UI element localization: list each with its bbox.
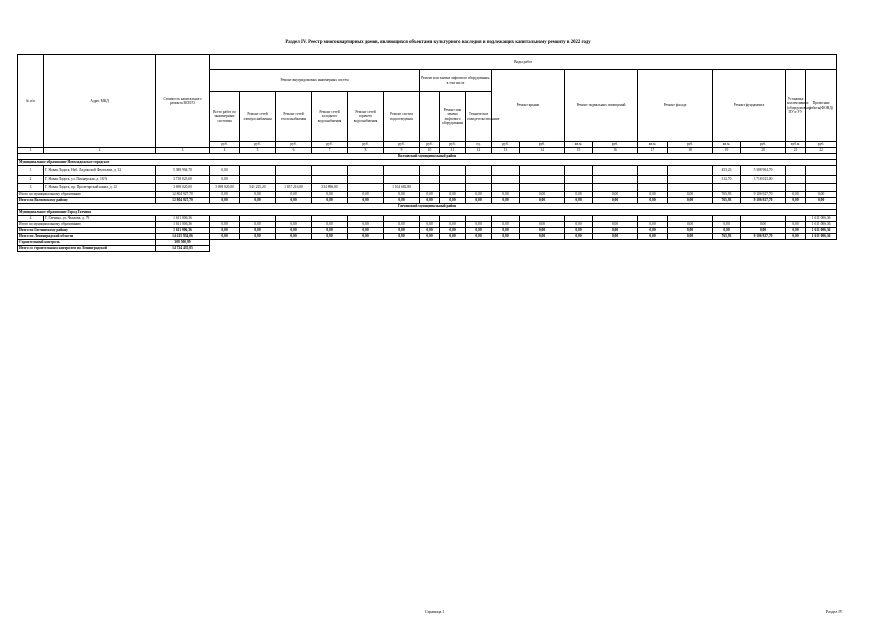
zero-cell: 0,00 (384, 198, 420, 204)
cell (466, 176, 492, 184)
cell (806, 176, 837, 184)
zero-cell: 0,00 (786, 192, 806, 198)
unit-cell: куб.м. (786, 142, 806, 148)
zero-cell: 0,00 (492, 234, 520, 240)
zero-cell: 0,00 (638, 222, 668, 228)
header-basement: Ремонт подвальных помещений (565, 70, 638, 142)
total-label: Итого по муниципальному образованию (18, 222, 156, 228)
header-hot: Ремонт сетей горячего водоснабжения (348, 92, 384, 142)
col-num: 21 (786, 148, 806, 154)
col-num: 13 (492, 148, 520, 154)
header-address: Адрес МКД (44, 55, 156, 148)
zero-cell: 0,00 (713, 228, 741, 234)
cell (806, 184, 837, 192)
cell-num: 3 (18, 184, 44, 192)
cell (741, 184, 786, 192)
cell (492, 184, 520, 192)
zero-cell: 0,00 (565, 222, 593, 228)
col-num: 6 (276, 148, 312, 154)
zero-cell: 0,00 (668, 222, 713, 228)
zero-cell: 0,00 (492, 192, 520, 198)
zero-cell: 0,00 (276, 198, 312, 204)
cell-cost: 3 698 020,00 (156, 184, 210, 192)
col-num: 18 (668, 148, 713, 154)
total-label: Итого по Ленинградской области (18, 234, 156, 240)
zero-cell: 0,00 (638, 228, 668, 234)
cell (593, 166, 638, 176)
zero-cell: 0,00 (348, 234, 384, 240)
municipality-name: Муниципальное образование Новоладожское городское (18, 160, 837, 166)
unit-cell: руб. (440, 142, 466, 148)
col-num: 2 (44, 148, 156, 154)
cell-address: Г. Новая Ладога, пр. Пролетарский канал, д. 12 (44, 184, 156, 192)
cell (638, 184, 668, 192)
total-label: Строительный контроль (18, 240, 156, 246)
cell-eng-total: 3 698 020,00 (210, 184, 240, 192)
unit-cell: руб. (312, 142, 348, 148)
cell-design: 1 611 006,36 (806, 216, 837, 222)
zero-cell: 0,00 (210, 234, 240, 240)
header-facade: Ремонт фасада (638, 70, 713, 142)
header-cold: Ремонт сетей холодного водоснабжения (312, 92, 348, 142)
cell (668, 166, 713, 176)
zero-cell: 0,00 (638, 234, 668, 240)
zero-cell: 0,00 (565, 192, 593, 198)
unit-cell: руб. (492, 142, 520, 148)
header-elevator: Ремонт или замена лифтового оборудования, в том числе (420, 70, 492, 92)
district-name: Гатчинский муниципальный район (18, 204, 837, 210)
zero-cell: 0,00 (276, 222, 312, 228)
zero-cell: 0,00 (668, 228, 713, 234)
cell-cold: 334 896,00 (312, 184, 348, 192)
municipality-name: Муниципальное образование Город Гатчина (18, 210, 837, 216)
zero-cell: 0,00 (312, 222, 348, 228)
cell-eng-total: 0,00 (210, 166, 240, 176)
zero-cell: 0,00 (312, 234, 348, 240)
header-foundation: Ремонт фундамента (713, 70, 786, 142)
col-num: 1 (18, 148, 44, 154)
zero-cell: 0,00 (466, 192, 492, 198)
col-num: 16 (593, 148, 638, 154)
zero-cell: 0,00 (593, 222, 638, 228)
zero-cell: 0,00 (440, 192, 466, 198)
zero-cell: 0,00 (240, 222, 276, 228)
col-num: 4 (210, 148, 240, 154)
cell (276, 166, 312, 176)
cell (806, 166, 837, 176)
zero-cell: 0,00 (276, 228, 312, 234)
cell (420, 184, 440, 192)
total-foundation-volume: 765,93 (713, 198, 741, 204)
zero-cell: 0,00 (786, 222, 806, 228)
cell (420, 176, 440, 184)
total-foundation-volume: 765,93 (713, 192, 741, 198)
table-row (18, 166, 837, 176)
cell (520, 176, 565, 184)
unit-cell: кв.м. (565, 142, 593, 148)
zero-cell: 0,00 (440, 222, 466, 228)
cell-address: Г. Новая Ладога, ул. Пионерская, д. 18/А (44, 176, 156, 184)
zero-cell: 0,00 (312, 192, 348, 198)
zero-cell: 0,00 (420, 228, 440, 234)
zero-cell: 0,00 (638, 198, 668, 204)
col-num: 8 (348, 148, 384, 154)
register-table (17, 54, 837, 252)
zero-cell: 0,00 (240, 198, 276, 204)
total-foundation-sum: 9 106 927,70 (741, 198, 786, 204)
cell (786, 166, 806, 176)
cell (668, 184, 713, 192)
zero-cell: 0,00 (420, 222, 440, 228)
cell-num: 4 (18, 216, 44, 222)
zero-cell: 0,00 (420, 192, 440, 198)
cell-address: Г. Новая Ладога, Наб. Ладожской Флотилии, д. 32 (44, 166, 156, 176)
zero-cell: 0,00 (492, 198, 520, 204)
zero-cell: 0,00 (348, 198, 384, 204)
district-name: Волховский муниципальный район (18, 154, 837, 160)
col-num: 11 (440, 148, 466, 154)
zero-cell: 0,00 (741, 228, 786, 234)
cell (593, 176, 638, 184)
zero-cell: 0,00 (348, 222, 384, 228)
cell (440, 166, 466, 176)
header-engineering: Ремонт внутридомовых инженерных систем (210, 70, 420, 92)
col-num: 9 (384, 148, 420, 154)
total-label: Итого по Волховскому району (18, 198, 156, 204)
cell-drain: 1 164 682,80 (384, 184, 420, 192)
zero-cell: 0,00 (384, 228, 420, 234)
total-cost: 14 415 934,06 (156, 234, 210, 240)
zero-cell: 0,00 (520, 234, 565, 240)
cell (565, 184, 593, 192)
cell (466, 184, 492, 192)
zero-cell: 0,00 (210, 198, 240, 204)
zero-cell: 0,00 (466, 198, 492, 204)
total-foundation-volume: 765,93 (713, 234, 741, 240)
zero-cell: 0,00 (420, 198, 440, 204)
total-foundation-sum: 9 106 927,70 (741, 192, 786, 198)
zero-cell: 0,00 (210, 228, 240, 234)
unit-cell: руб. (240, 142, 276, 148)
col-num: 10 (420, 148, 440, 154)
cell (638, 166, 668, 176)
zero-cell: 0,00 (440, 228, 466, 234)
zero-cell: 0,00 (668, 192, 713, 198)
zero-cell: 0,00 (276, 234, 312, 240)
zero-cell: 0,00 (492, 222, 520, 228)
header-design: Проектные работы(ФОНД) (806, 70, 837, 142)
unit-cell: руб. (520, 142, 565, 148)
zero-cell: 0,00 (384, 192, 420, 198)
zero-cell: 0,00 (520, 192, 565, 198)
cell (348, 166, 384, 176)
cell (492, 176, 520, 184)
total-label: Итого со строительным контролем по Ленинградской (18, 246, 156, 252)
cell (492, 166, 520, 176)
zero-cell: 0,00 (240, 228, 276, 234)
unit-cell: руб. (741, 142, 786, 148)
header-elev-blank (420, 92, 440, 142)
zero-cell: 0,00 (466, 222, 492, 228)
zero-cell: 0,00 (420, 234, 440, 240)
document-title: Раздел IV. Реестр многоквартирных домов, являющихся объектами культурного наследия и подлежащих капитальному ремонту в 2022 году (285, 40, 591, 45)
col-num: 15 (565, 148, 593, 154)
cell-cost: 3 718 023,00 (156, 176, 210, 184)
cell (312, 166, 348, 176)
cell (420, 166, 440, 176)
total-cost: 14 724 435,05 (156, 246, 210, 252)
cell-cost: 5 388 904,70 (156, 166, 210, 176)
page-footer-center: Страница 1 (425, 609, 445, 614)
cell (384, 176, 420, 184)
cell-electric: 541 225,20 (240, 184, 276, 192)
total-label: Итого по муниципальному образованию (18, 192, 156, 198)
total-cost: 308 500,99 (156, 240, 210, 246)
zero-cell: 0,00 (806, 192, 837, 198)
col-num: 12 (466, 148, 492, 154)
total-label: Итого по Гатчинскому району (18, 228, 156, 234)
cell (276, 176, 312, 184)
cell-num: 2 (18, 176, 44, 184)
header-meters: Установка коллективных (общедомовых) ПУ и УУ (786, 70, 806, 142)
zero-cell: 0,00 (466, 234, 492, 240)
zero-cell: 0,00 (668, 198, 713, 204)
header-roof: Ремонт крыши (492, 70, 565, 142)
header-cost: Стоимость капитального ремонта ВСЕГО (156, 55, 210, 148)
zero-cell: 0,00 (312, 228, 348, 234)
unit-cell: ед. (466, 142, 492, 148)
unit-cell: руб. (210, 142, 240, 148)
header-heat: Ремонт сетей теплоснабжения (276, 92, 312, 142)
header-num: № п\п (18, 55, 44, 148)
total-cost: 1 611 006,36 (156, 222, 210, 228)
header-eng-total: Всего работ по инженерным системам (210, 92, 240, 142)
unit-cell: руб. (384, 142, 420, 148)
unit-cell: руб. (348, 142, 384, 148)
unit-cell: руб. (668, 142, 713, 148)
cell-num: 1 (18, 166, 44, 176)
col-num: 17 (638, 148, 668, 154)
total-cost: 12 804 927,70 (156, 192, 210, 198)
zero-cell: 0,00 (240, 192, 276, 198)
cell-address: Г. Гатчина, ул. Чкалова, д. 79 (44, 216, 156, 222)
unit-cell: руб. (420, 142, 440, 148)
zero-cell: 0,00 (210, 192, 240, 198)
zero-cell: 0,00 (565, 228, 593, 234)
cell-foundation-sum: 3 718 023,00 (741, 176, 786, 184)
zero-cell: 0,00 (741, 222, 786, 228)
total-cost: 12 804 927,70 (156, 198, 210, 204)
header-elev-diag: Техническое освидетельствование (466, 92, 492, 142)
col-num: 5 (240, 148, 276, 154)
header-elev-repair: Ремонт или замена лифтового оборудования (440, 92, 466, 142)
zero-cell: 0,00 (520, 222, 565, 228)
zero-cell: 0,00 (713, 222, 741, 228)
zero-cell: 0,00 (384, 222, 420, 228)
cell-foundation-volume: 453,23 (713, 166, 741, 176)
unit-cell: руб. (806, 142, 837, 148)
cell (348, 184, 384, 192)
cell (240, 176, 276, 184)
cell (384, 166, 420, 176)
zero-cell: 0,00 (492, 228, 520, 234)
zero-cell: 0,00 (786, 198, 806, 204)
table-row (18, 176, 837, 184)
cell-cost: 1 611 006,36 (156, 216, 210, 222)
zero-cell: 0,00 (593, 234, 638, 240)
page-footer-right: Раздел IV (826, 609, 843, 614)
zero-cell: 0,00 (440, 198, 466, 204)
cell-foundation-volume: 312,70 (713, 176, 741, 184)
total-cost: 1 611 006,36 (156, 228, 210, 234)
zero-cell: 0,00 (276, 192, 312, 198)
unit-cell: кв.м. (713, 142, 741, 148)
cell (440, 184, 466, 192)
zero-cell: 0,00 (593, 192, 638, 198)
total-foundation-sum: 9 106 927,70 (741, 234, 786, 240)
cell (638, 176, 668, 184)
zero-cell: 0,00 (593, 228, 638, 234)
unit-cell: руб. (276, 142, 312, 148)
col-num: 3 (156, 148, 210, 154)
register-table-wrapper (17, 54, 836, 265)
cell-heat: 1 657 216,00 (276, 184, 312, 192)
zero-cell: 0,00 (348, 192, 384, 198)
cell (348, 176, 384, 184)
unit-cell: кв.м. (638, 142, 668, 148)
zero-cell: 0,00 (210, 222, 240, 228)
cell (520, 166, 565, 176)
cell-eng-total: 0,00 (210, 176, 240, 184)
zero-cell: 0,00 (565, 234, 593, 240)
cell (240, 166, 276, 176)
zero-cell: 0,00 (348, 228, 384, 234)
cell (786, 176, 806, 184)
col-num: 22 (806, 148, 837, 154)
header-electric: Ремонт сетей электроснабжения (240, 92, 276, 142)
header-drain: Ремонт систем водоотведения (384, 92, 420, 142)
zero-cell: 0,00 (384, 234, 420, 240)
cell (565, 176, 593, 184)
cell (312, 176, 348, 184)
cell (565, 166, 593, 176)
cell (520, 184, 565, 192)
zero-cell: 0,00 (440, 234, 466, 240)
zero-cell: 0,00 (786, 234, 806, 240)
zero-cell: 0,00 (565, 198, 593, 204)
col-num: 20 (741, 148, 786, 154)
cell (668, 176, 713, 184)
zero-cell: 0,00 (668, 234, 713, 240)
zero-cell: 0,00 (520, 228, 565, 234)
cell (593, 184, 638, 192)
zero-cell: 0,00 (593, 198, 638, 204)
cell-foundation-sum: 5 388 904,70 (741, 166, 786, 176)
zero-cell: 0,00 (786, 228, 806, 234)
total-design: 1 611 006,36 (806, 228, 837, 234)
zero-cell: 0,00 (520, 198, 565, 204)
zero-cell: 0,00 (312, 198, 348, 204)
table-row (18, 184, 837, 192)
unit-cell: руб. (593, 142, 638, 148)
zero-cell: 0,00 (638, 192, 668, 198)
zero-cell: 0,00 (806, 198, 837, 204)
col-num: 19 (713, 148, 741, 154)
cell (713, 184, 741, 192)
header-works: Виды работ (210, 55, 837, 70)
zero-cell: 0,00 (466, 228, 492, 234)
col-num: 7 (312, 148, 348, 154)
total-design: 1 611 006,36 (806, 234, 837, 240)
zero-cell: 0,00 (240, 234, 276, 240)
cell (786, 184, 806, 192)
cell (466, 166, 492, 176)
total-design: 1 611 006,36 (806, 222, 837, 228)
cell (440, 176, 466, 184)
grand-total-row (18, 246, 837, 252)
col-num: 14 (520, 148, 565, 154)
